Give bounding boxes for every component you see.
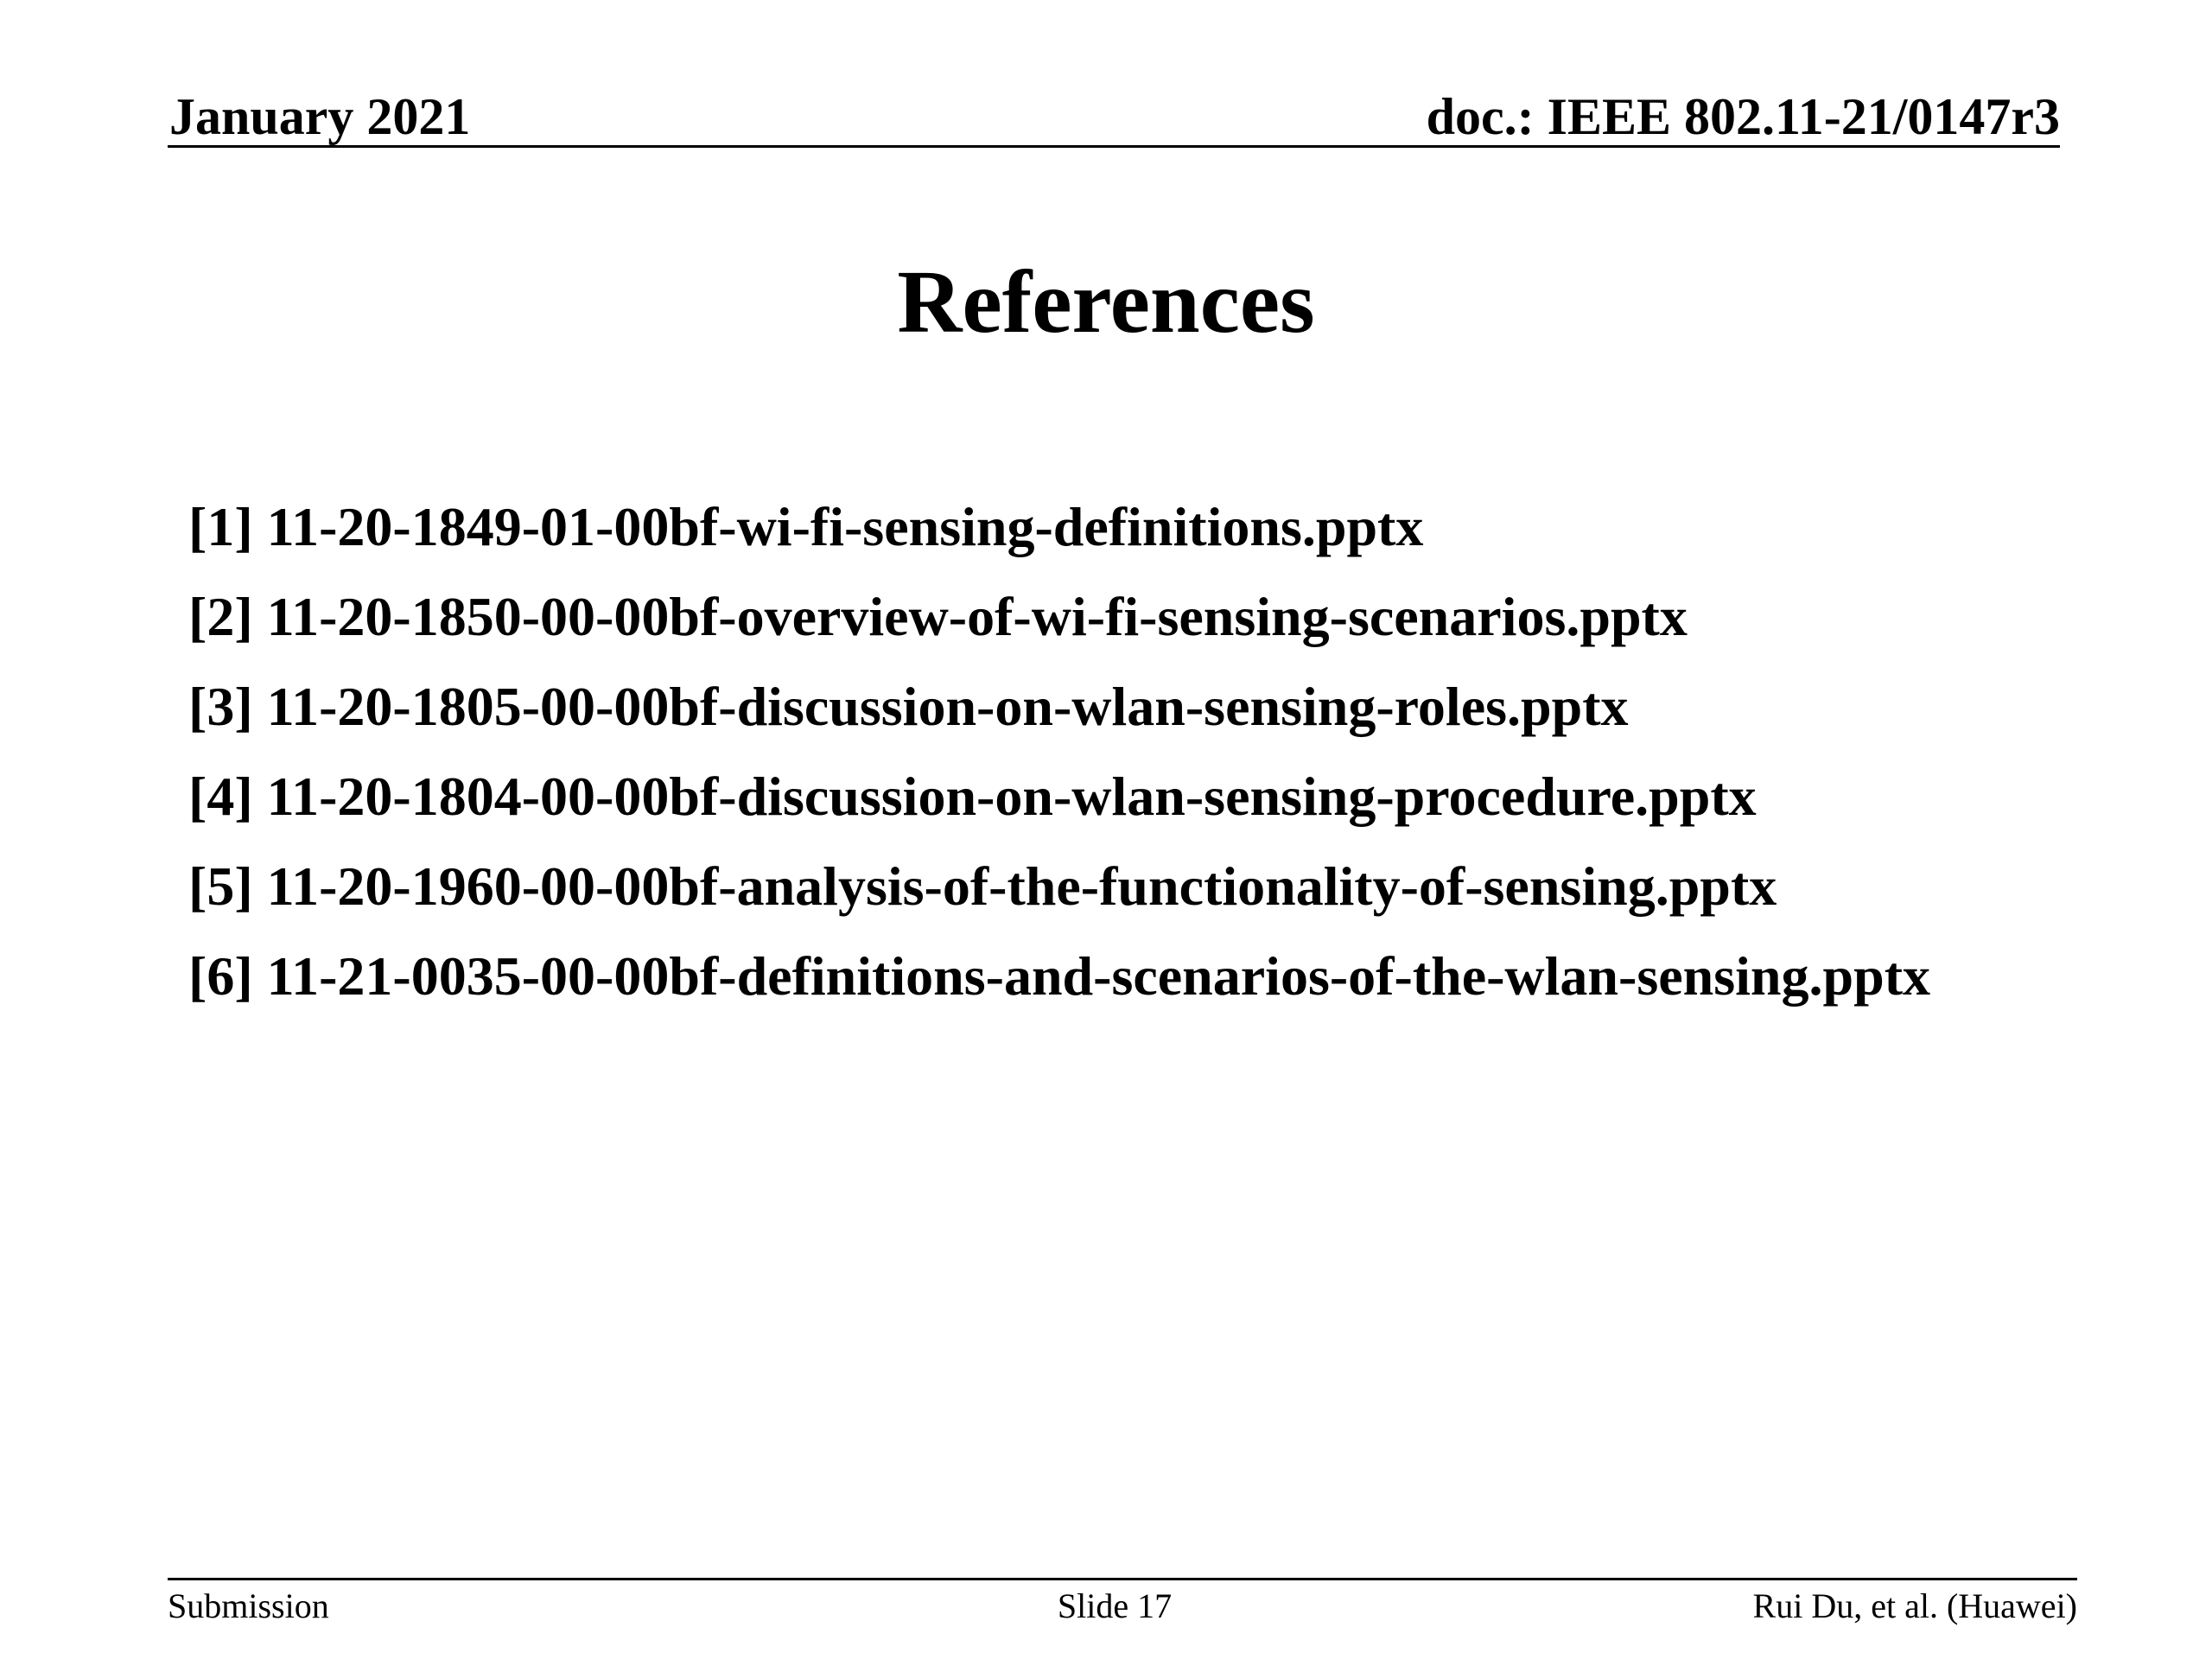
reference-item: [5] 11-20-1960-00-00bf-analysis-of-the-functionality-of-sensing.pptx <box>188 855 1777 917</box>
reference-item: [2] 11-20-1850-00-00bf-overview-of-wi-fi-sensing-scenarios.pptx <box>188 586 1688 647</box>
reference-item: [4] 11-20-1804-00-00bf-discussion-on-wlan-sensing-procedure.pptx <box>188 766 1757 827</box>
reference-item: [1] 11-20-1849-01-00bf-wi-fi-sensing-definitions.pptx <box>188 496 1424 557</box>
header-doc-id: doc.: IEEE 802.11-21/0147r3 <box>1426 88 2060 145</box>
footer-divider <box>168 1578 2077 1580</box>
slide-title: References <box>897 252 1315 352</box>
header-divider <box>168 145 2060 148</box>
header-date: January 2021 <box>169 88 471 145</box>
reference-item: [6] 11-21-0035-00-00bf-definitions-and-scenarios-of-the-wlan-sensing.pptx <box>188 945 1930 1007</box>
reference-list <box>188 491 2046 1030</box>
footer-author: Rui Du, et al. (Huawei) <box>1752 1586 2077 1625</box>
footer-slide-number: Slide 17 <box>1057 1586 1173 1625</box>
reference-item: [3] 11-20-1805-00-00bf-discussion-on-wlan-sensing-roles.pptx <box>188 676 1629 737</box>
footer-submission: Submission <box>168 1586 329 1625</box>
